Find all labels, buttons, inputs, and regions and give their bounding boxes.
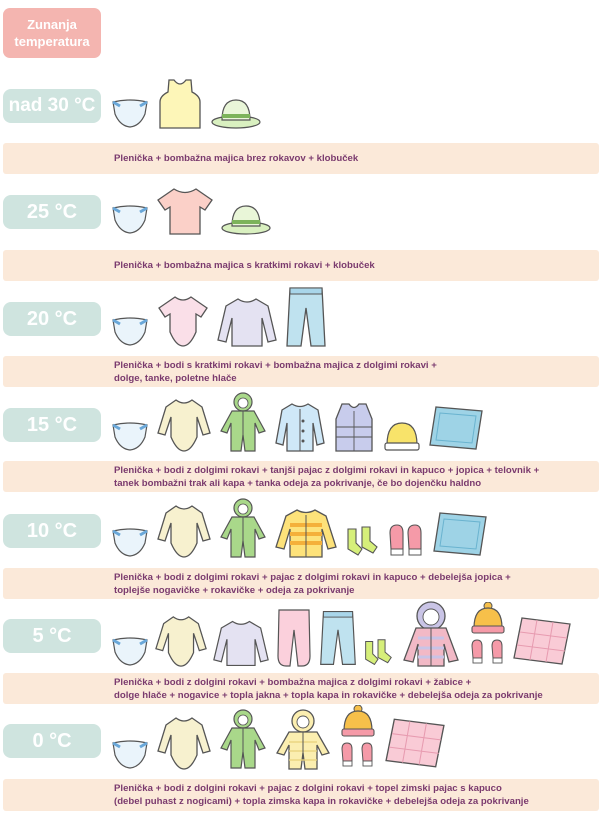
clothing-icons <box>110 286 328 348</box>
winter-jacket-icon <box>398 600 464 668</box>
long-sleeve-bodysuit-icon <box>156 503 212 559</box>
description-line-2: tanek bombažni trak ali kapa + tanka odeja za pokrivanje, če bo dojenčku haldno <box>114 477 482 489</box>
description-line-1: Plenička + bodi z dolgini rokavi + pajac z dolgini rokavi + topel zimski pajac s kapuco <box>114 783 502 794</box>
clothing-icons <box>110 391 484 453</box>
outside-temperature-header <box>3 8 101 58</box>
pants-icon <box>284 286 328 348</box>
beanie-icon <box>382 419 422 453</box>
tights-icon <box>274 608 314 668</box>
temperature-label: nad 30 °C <box>3 89 101 123</box>
temperature-label: 5 °C <box>3 619 101 653</box>
winter-hat-mittens-icon <box>338 705 378 771</box>
description-line-2: toplejše nogavičke + rokavičke + odeja za pokrivanje <box>114 584 355 596</box>
temperature-label: 0 °C <box>3 724 101 758</box>
striped-jacket-icon <box>274 507 338 559</box>
description-line-2: dolge, tanke, poletne hlače <box>114 372 237 384</box>
clothing-description <box>3 143 599 174</box>
diaper-icon <box>110 202 150 236</box>
clothing-icons <box>110 78 262 130</box>
description-line-2: dolge hlače + nogavice + topla jakna + topla kapa in rokavičke + debelejša odeja za pokrivanje <box>114 689 543 701</box>
description-line-1: Plenička + bodi z dolgimi rokavi + pajac z dolgimi rokavi in kapuco + debelejša jopica + <box>114 571 511 583</box>
winter-hat-mittens-icon <box>468 602 508 668</box>
description-line-2: (debel puhast z nogicami) + topla zimska kapa in rokavičke + debelejša odeja za pokrivanje <box>114 796 529 807</box>
quilt-icon <box>384 715 446 771</box>
clothing-description <box>3 356 599 387</box>
clothing-description <box>3 461 599 492</box>
pants-icon <box>318 608 358 668</box>
diaper-icon <box>110 96 150 130</box>
clothing-icons <box>110 600 572 668</box>
blanket-icon <box>432 509 488 559</box>
tank-top-icon <box>156 78 204 130</box>
diaper-icon <box>110 314 150 348</box>
clothing-description <box>3 779 599 811</box>
hooded-romper-icon <box>218 497 268 559</box>
short-sleeve-tshirt-icon <box>156 186 214 236</box>
temperature-label: 20 °C <box>3 302 101 336</box>
clothing-icons <box>110 705 446 771</box>
clothing-description <box>3 250 599 281</box>
long-sleeve-shirt-icon <box>216 296 278 348</box>
long-sleeve-bodysuit-icon <box>154 614 208 668</box>
description-line-1: Plenička + bombažna majica s kratkimi rokavi + klobuček <box>114 260 375 271</box>
hooded-romper-icon <box>218 707 268 771</box>
snowsuit-icon <box>274 709 332 771</box>
sun-hat-icon <box>220 200 272 236</box>
cardigan-icon <box>274 401 326 453</box>
description-line-1: Plenička + bodi s kratkimi rokavi + bombažna majica z dolgimi rokavi + <box>114 359 437 371</box>
temperature-label: 15 °C <box>3 408 101 442</box>
short-sleeve-bodysuit-icon <box>156 294 210 348</box>
temperature-label: 25 °C <box>3 195 101 229</box>
header-line-1: Zunanja <box>27 17 77 32</box>
quilt-icon <box>512 614 572 668</box>
temperature-label: 10 °C <box>3 514 101 548</box>
clothing-description <box>3 568 599 599</box>
long-sleeve-shirt-icon <box>212 618 270 668</box>
clothing-icons <box>110 497 488 559</box>
long-sleeve-bodysuit-icon <box>156 715 212 771</box>
mittens-icon <box>386 523 426 559</box>
diaper-icon <box>110 634 150 668</box>
blanket-icon <box>428 403 484 453</box>
description-line-1: Plenička + bodi z dolgimi rokavi + tanjši pajac z dolgimi rokavi in kapuco + jopica + telovnik + <box>114 464 540 476</box>
socks-icon <box>362 638 394 668</box>
diaper-icon <box>110 419 150 453</box>
hooded-romper-icon <box>218 391 268 453</box>
socks-icon <box>344 525 380 559</box>
diaper-icon <box>110 525 150 559</box>
diaper-icon <box>110 737 150 771</box>
header-line-2: temperatura <box>14 34 90 49</box>
clothing-icons <box>110 186 272 236</box>
description-line-1: Plenička + bombažna majica brez rokavov + klobuček <box>114 153 359 164</box>
vest-icon <box>332 401 376 453</box>
description-line-1: Plenička + bodi z dolgini rokavi + bombažna majica z dolgimi rokavi + žabice + <box>114 676 472 688</box>
sun-hat-icon <box>210 94 262 130</box>
clothing-description <box>3 673 599 704</box>
long-sleeve-bodysuit-icon <box>156 397 212 453</box>
